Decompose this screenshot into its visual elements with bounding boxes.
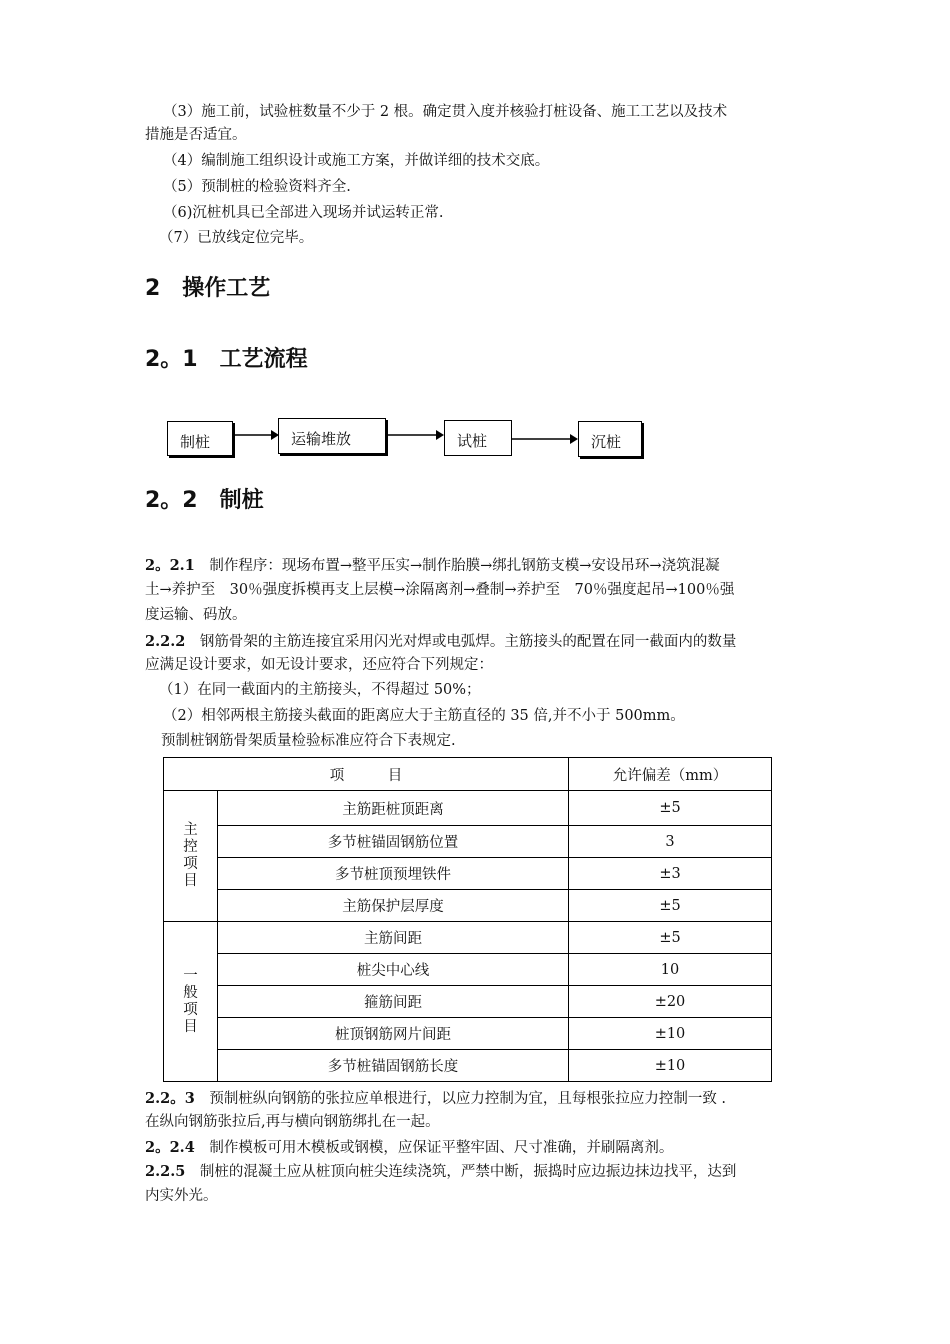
clause-2-2-5-line-1 — [145, 1160, 810, 1184]
clause-number: 2.2。3 — [145, 1090, 195, 1107]
table-cell-item: 桩尖中心线 — [218, 954, 569, 986]
clause-text: 钢筋骨架的主筋连接宜采用闪光对焊或电弧焊。主筋接头的配置在同一截面内的数量 — [185, 634, 737, 650]
intro-item-5: （5）预制桩的检验资料齐全. — [163, 179, 351, 195]
table-cell-item: 主筋距桩顶距离 — [218, 791, 569, 826]
table-cell-tolerance: ±20 — [569, 986, 772, 1018]
clause-number: 2.2.5 — [145, 1163, 186, 1180]
table-row — [164, 791, 772, 826]
section-heading-2-1: 2。1 工艺流程 — [145, 347, 308, 372]
table-header-tolerance: 允许偏差（mm） — [569, 758, 772, 791]
table-row — [164, 858, 772, 890]
intro-item-3: （3）施工前，试验桩数量不少于 2 根。确定贯入度并核验打桩设备、施工工艺以及技术 — [163, 104, 728, 120]
table-header-item: 项 目 — [164, 758, 569, 791]
table-cell-item: 多节桩锚固钢筋位置 — [218, 826, 569, 858]
clause-2-2-3-line-2: 在纵向钢筋张拉后,再与横向钢筋绑扎在一起。 — [145, 1114, 440, 1130]
group-label-general: 一般项目 — [164, 922, 218, 1082]
clause-2-2-2-line-1 — [145, 630, 810, 654]
intro-item-3-cont: 措施是否适宜。 — [145, 127, 247, 143]
table-row — [164, 922, 772, 954]
table-cell-tolerance: 10 — [569, 954, 772, 986]
clause-text: 制作模板可用木模板或钢模，应保证平整牢固、尺寸准确，并刷隔离剂。 — [194, 1140, 674, 1156]
table-cell-item: 多节桩锚固钢筋长度 — [218, 1050, 569, 1082]
intro-item-7: （7）已放线定位完毕。 — [159, 230, 314, 246]
clause-2-2-1-line-3: 度运输、码放。 — [145, 607, 247, 623]
table-row — [164, 986, 772, 1018]
clause-2-2-5-line-2: 内实外光。 — [145, 1188, 218, 1204]
flow-step-transport-stack: 运输堆放 — [278, 418, 386, 454]
table-cell-tolerance: ±10 — [569, 1050, 772, 1082]
table-cell-tolerance: 3 — [569, 826, 772, 858]
table-cell-item: 桩顶钢筋网片间距 — [218, 1018, 569, 1050]
table-cell-tolerance: ±5 — [569, 791, 772, 826]
quality-standard-table — [163, 757, 772, 1082]
group-label-main-control: 主控项目 — [164, 791, 218, 922]
flow-arrow-2 — [386, 428, 444, 442]
clause-text: 预制桩纵向钢筋的张拉应单根进行，以应力控制为宜，且每根张拉应力控制一致 . — [194, 1091, 727, 1107]
clause-number: 2。2.4 — [145, 1139, 195, 1156]
table-cell-item: 箍筋间距 — [218, 986, 569, 1018]
clause-2-2-1-line-2: 土→养护至 30％强度拆模再支上层模→涂隔离剂→叠制→养护至 70％强度起吊→100％强 — [145, 582, 735, 598]
table-row — [164, 826, 772, 858]
clause-2-2-2-rule-2: （2）相邻两根主筋接头截面的距离应大于主筋直径的 35 倍,并不小于 500mm。 — [163, 708, 685, 724]
clause-2-2-3-line-1 — [145, 1087, 810, 1111]
clause-number: 2。2.1 — [145, 557, 195, 574]
table-cell-item: 主筋间距 — [218, 922, 569, 954]
table-row — [164, 890, 772, 922]
table-intro: 预制桩钢筋骨架质量检验标准应符合下表规定. — [161, 733, 456, 749]
clause-2-2-1-line-1 — [145, 554, 810, 578]
flow-arrow-1 — [233, 428, 279, 442]
table-cell-item: 多节桩顶预埋铁件 — [218, 858, 569, 890]
table-header-row — [164, 758, 772, 791]
table-cell-item: 主筋保护层厚度 — [218, 890, 569, 922]
flow-step-test-pile: 试桩 — [444, 420, 512, 456]
clause-2-2-2-line-2: 应满足设计要求，如无设计要求，还应符合下列规定： — [145, 657, 493, 673]
clause-text: 制作程序：现场布置→整平压实→制作胎膜→绑扎钢筋支模→安设吊环→浇筑混凝 — [194, 558, 720, 574]
flow-step-make-pile: 制桩 — [167, 421, 233, 456]
table-cell-tolerance: ±3 — [569, 858, 772, 890]
clause-text: 制桩的混凝土应从桩顶向桩尖连续浇筑，严禁中断，振捣时应边振边抹边找平，达到 — [185, 1164, 737, 1180]
table-row — [164, 1050, 772, 1082]
table-cell-tolerance: ±5 — [569, 922, 772, 954]
intro-item-4: （4）编制施工组织设计或施工方案，并做详细的技术交底。 — [163, 153, 550, 169]
clause-number: 2.2.2 — [145, 633, 186, 650]
intro-item-6: （6)沉桩机具已全部进入现场并试运转正常. — [163, 205, 444, 221]
table-row — [164, 1018, 772, 1050]
table-row — [164, 954, 772, 986]
flow-step-sink-pile: 沉桩 — [578, 421, 642, 457]
clause-2-2-2-rule-1: （1）在同一截面内的主筋接头，不得超过 50%； — [159, 682, 481, 698]
section-heading-2-2: 2。2 制桩 — [145, 488, 264, 513]
table-cell-tolerance: ±10 — [569, 1018, 772, 1050]
section-heading-2: 2 操作工艺 — [145, 276, 271, 301]
flow-arrow-3 — [512, 432, 578, 446]
table-cell-tolerance: ±5 — [569, 890, 772, 922]
clause-2-2-4-line-1 — [145, 1136, 810, 1160]
